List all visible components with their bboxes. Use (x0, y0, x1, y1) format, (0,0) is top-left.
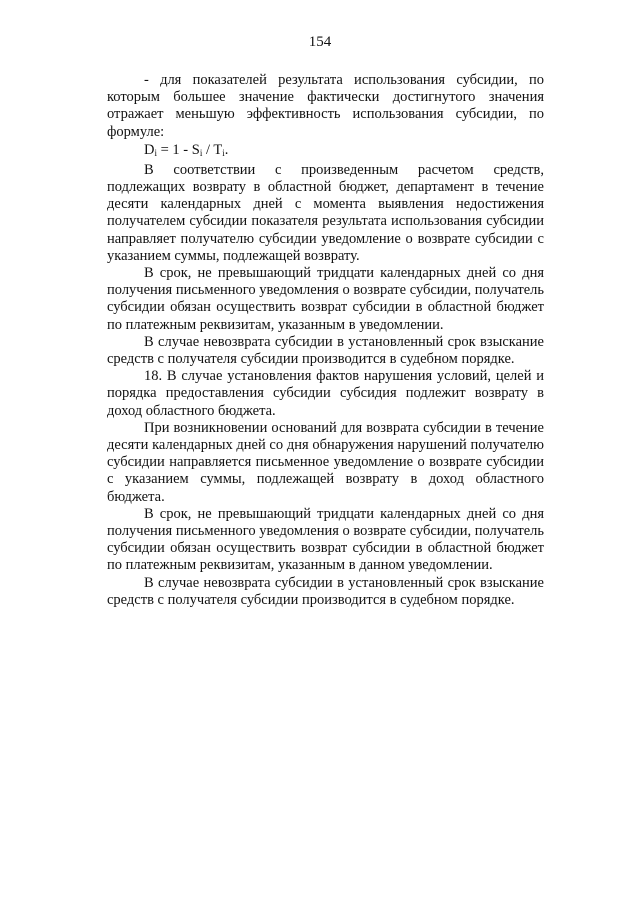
formula-mid: = 1 - S (157, 141, 200, 158)
paragraph-8: В случае невозврата субсидии в установленный срок взыскание средств с получателя субсидии производится в судебном порядке. (107, 574, 544, 608)
formula-end: . (224, 141, 229, 158)
formula-div: / T (202, 141, 223, 158)
formula-d: D (144, 141, 155, 158)
paragraph-1: - для показателей результата использования субсидии, по которым большее значение фактически достигнутого значения отражает меньшую эффективность использования субсидии, по формуле: (107, 72, 544, 140)
paragraph-6: При возникновении оснований для возврата субсидии в течение десяти календарных дней со дня обнаружения нарушений получателю субсидии направляется письменное уведомление о возврате субсидии с указанием суммы, подлежащей возврату в доход областного бюджета. (107, 419, 544, 505)
paragraph-2: В соответствии с произведенным расчетом средств, подлежащих возврату в областной бюджет, департамент в течение десяти календарных дней с момента выявления недостижения получателем субсидии показателя результата использования субсидии направляет получателю субсидии уведомление о возврате субсидии с указанием суммы, подлежащей возврату. (107, 161, 544, 264)
document-body (107, 72, 544, 609)
paragraph-7: В срок, не превышающий тридцати календарных дней со дня получения письменного уведомления о возврате субсидии, получатель субсидии обязан осуществить возврат субсидии в областной бюджет по платежным реквизитам, указанным в данном уведомлении. (107, 505, 544, 574)
paragraph-3: В срок, не превышающий тридцати календарных дней со дня получения письменного уведомления о возврате субсидии, получатель субсидии обязан осуществить возврат субсидии в областной бюджет по платежным реквизитам, указанным в уведомлении. (107, 265, 544, 333)
page-number: 154 (308, 34, 332, 50)
formula-s-subscript: i (199, 147, 203, 158)
formula-d-subscript: i (154, 147, 157, 158)
paragraph-4: В случае невозврата субсидии в установленный срок взыскание средств с получателя субсидии производится в судебном порядке. (107, 333, 544, 368)
formula-t-subscript: i (222, 147, 225, 158)
paragraph-5: 18. В случае установления фактов нарушения условий, целей и порядка предоставления субсидии субсидия подлежит возврату в доход областного бюджета. (107, 368, 544, 419)
formula (107, 141, 544, 162)
